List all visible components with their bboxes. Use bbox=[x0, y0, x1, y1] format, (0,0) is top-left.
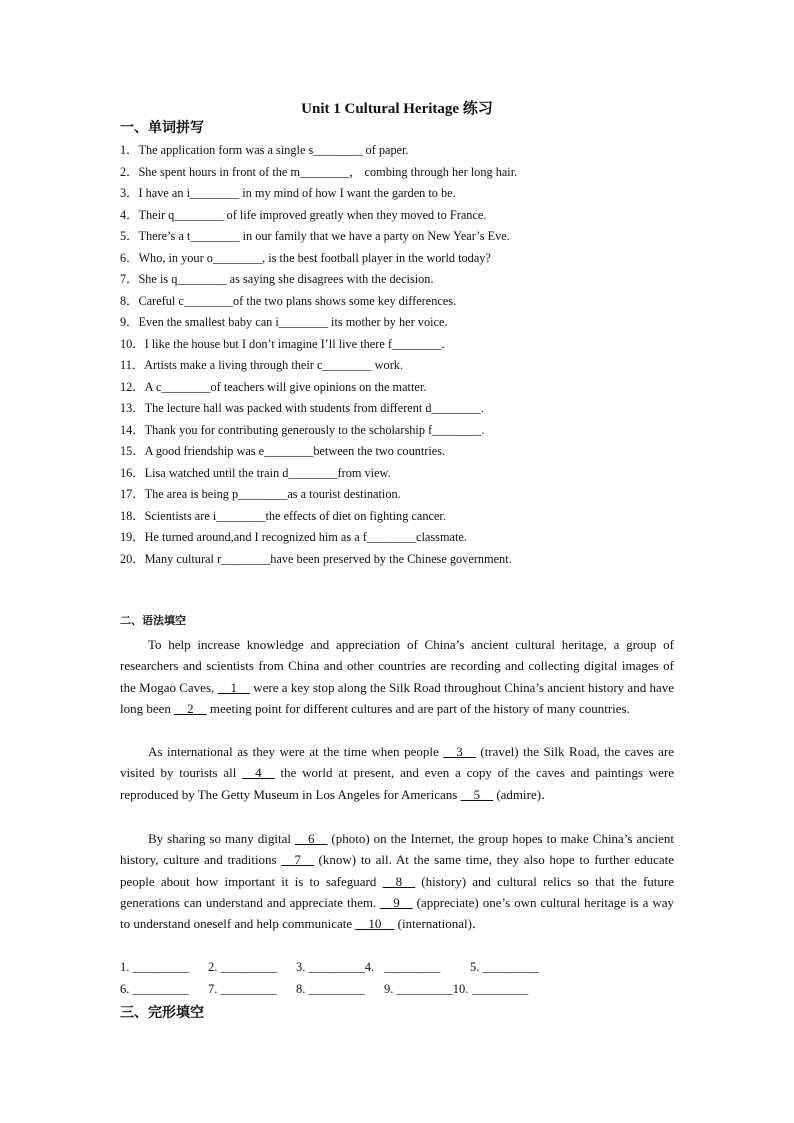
vocab-question: 17．The area is being p________as a tourist destination. bbox=[120, 487, 401, 501]
answer-row-1 bbox=[120, 960, 539, 975]
vocab-question: 14．Thank you for contributing generously to the scholarship f________. bbox=[120, 422, 485, 437]
paragraph-text: As international as they were at the time when people bbox=[148, 744, 444, 759]
cloze-blank: __8__ bbox=[382, 873, 416, 889]
cloze-paragraph-1 bbox=[120, 634, 674, 719]
cloze-blank: __2__ bbox=[174, 700, 207, 716]
vocab-question: 16．Lisa watched until the train d________from view. bbox=[120, 465, 391, 480]
cloze-blank: __7__ bbox=[281, 852, 314, 868]
vocab-question: 15．A good friendship was e________between the two countries. bbox=[120, 444, 446, 458]
paragraph-text: (international)． bbox=[394, 916, 485, 932]
cloze-paragraph-2 bbox=[120, 741, 674, 805]
page-title: Unit 1 Cultural Heritage 练习 bbox=[301, 101, 493, 117]
paragraph-text: To help increase knowledge and appreciation of China’s ancient cultural heritage, a group of researchers and scientists from China and other countries are recording and collecting digital images of the Mogao Caves, bbox=[120, 637, 674, 695]
answer-slot[interactable]: 3. _________4. bbox=[296, 960, 375, 974]
cloze-blank: __10__ bbox=[355, 916, 395, 932]
cloze-blank: __5__ bbox=[460, 786, 494, 802]
paragraph-text: (photo) on the Internet, the group hopes to make China’s ancient history, culture and traditions bbox=[120, 831, 674, 868]
answer-slot[interactable]: 8. _________ bbox=[296, 982, 365, 996]
answer-slot[interactable]: 7. _________ bbox=[208, 982, 277, 996]
answer-slot[interactable]: 1. _________ bbox=[120, 960, 189, 974]
vocab-list bbox=[120, 140, 680, 570]
answer-slot[interactable]: 6. _________ bbox=[120, 982, 189, 996]
vocab-question: 20．Many cultural r________have been preserved by the Chinese government. bbox=[120, 551, 512, 566]
paragraph-text: were a key stop along the Silk Road throughout China’s ancient history and have long been bbox=[120, 679, 675, 716]
paragraph-text: (appreciate) one’s own cultural heritage is a way to understand oneself and help communicate bbox=[120, 894, 674, 932]
vocab-question: 1．The application form was a single s________ of paper. bbox=[120, 143, 409, 157]
answer-slot[interactable]: _________ bbox=[384, 960, 441, 974]
answer-row-2 bbox=[120, 982, 532, 997]
vocab-question: 5．There’s a t________ in our family that we have a party on New Year’s Eve. bbox=[120, 229, 510, 243]
answer-slot[interactable]: 9. _________10. bbox=[384, 982, 469, 996]
paragraph-text: the world at present, and even a copy of the caves and paintings were reproduced by The Getty Museum in Los Angeles for Americans bbox=[120, 765, 674, 802]
section1-heading: 一、单词拼写 bbox=[120, 121, 204, 136]
vocab-question: 12．A c________of teachers will give opinions on the matter. bbox=[120, 379, 427, 394]
answer-slot[interactable]: _________ bbox=[472, 982, 529, 996]
paragraph-text: (travel) the Silk Road, the caves are visited by tourists all bbox=[120, 744, 674, 781]
vocab-question: 9．Even the smallest baby can i________ its mother by her voice. bbox=[120, 315, 448, 329]
vocab-question: 4．Their q________ of life improved greatly when they moved to France. bbox=[120, 207, 487, 222]
paragraph-text: (admire)． bbox=[493, 786, 555, 802]
vocab-question: 11．Artists make a living through their c________ work. bbox=[120, 358, 404, 372]
vocab-question: 8．Careful c________of the two plans shows some key differences. bbox=[120, 293, 457, 308]
vocab-question: 2．She spent hours in front of the m________， combing through her long hair. bbox=[120, 164, 518, 179]
section3-heading: 三、完形填空 bbox=[120, 1006, 204, 1021]
vocab-question: 6．Who, in your o________, is the best football player in the world today? bbox=[120, 250, 491, 265]
cloze-paragraph-3 bbox=[120, 828, 674, 934]
vocab-question: 13．The lecture hall was packed with students from different d________. bbox=[120, 401, 484, 415]
vocab-question: 19．He turned around,and I recognized him as a f________classmate. bbox=[120, 530, 467, 544]
cloze-blank: __3__ bbox=[443, 744, 476, 759]
cloze-blank: __9__ bbox=[380, 894, 413, 910]
paragraph-text: (history) and cultural relics so that the future generations can understand and appreciate them. bbox=[120, 873, 674, 910]
paragraph-text: meeting point for different cultures and are part of the history of many countries. bbox=[206, 700, 630, 716]
vocab-question: 10．I like the house but I don’t imagine I’ll live there f________． bbox=[120, 336, 454, 351]
cloze-blank: __1__ bbox=[217, 679, 251, 695]
paragraph-text: (know) to all. At the same time, they also hope to further educate people about how important it is to safeguard bbox=[120, 852, 674, 889]
cloze-blank: __6__ bbox=[294, 831, 328, 846]
vocab-question: 7．She is q________ as saying she disagrees with the decision. bbox=[120, 272, 434, 286]
paragraph-text: By sharing so many digital bbox=[148, 831, 295, 846]
answer-slot[interactable]: 5. _________ bbox=[470, 960, 539, 974]
section2-heading: 二、语法填空 bbox=[120, 615, 186, 627]
cloze-blank: __4__ bbox=[242, 765, 275, 781]
answer-slot[interactable]: 2. _________ bbox=[208, 960, 277, 974]
vocab-question: 18．Scientists are i________the effects of diet on fighting cancer. bbox=[120, 508, 446, 523]
vocab-question: 3．I have an i________ in my mind of how I want the garden to be. bbox=[120, 186, 456, 200]
